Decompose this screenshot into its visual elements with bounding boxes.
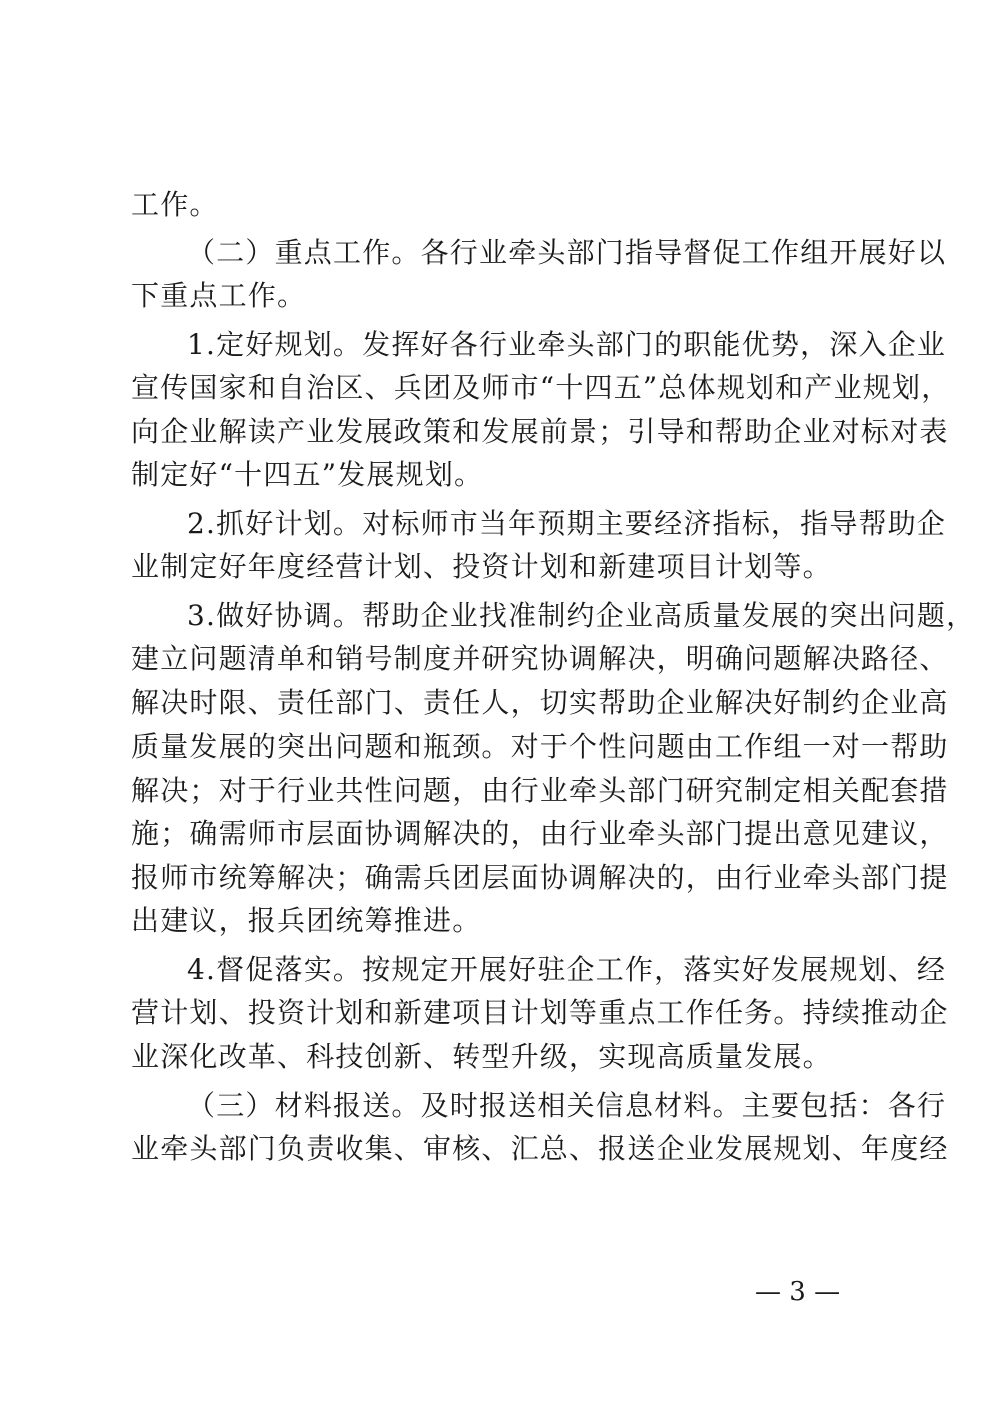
text-line: 下重点工作。	[131, 279, 307, 312]
section-heading-materials: （三）材料报送。及时报送相关信息材料。主要包括：各行	[187, 1089, 947, 1122]
text-line: 出建议，报兵团统筹推进。	[131, 904, 482, 937]
item-3-coordination: 3.做好协调。帮助企业找准制约企业高质量发展的突出问题，	[187, 599, 976, 632]
text-line: 解决；对于行业共性问题，由行业牵头部门研究制定相关配套措	[131, 774, 949, 807]
text-line: 工作。	[131, 188, 219, 221]
text-line: 制定好“十四五”发展规划。	[131, 458, 484, 491]
text-line: 营计划、投资计划和新建项目计划等重点工作任务。持续推动企	[131, 996, 949, 1029]
text-line: 业牵头部门负责收集、审核、汇总、报送企业发展规划、年度经	[131, 1132, 949, 1165]
text-line: 质量发展的突出问题和瓶颈。对于个性问题由工作组一对一帮助	[131, 730, 949, 763]
item-1-planning: 1.定好规划。发挥好各行业牵头部门的职能优势，深入企业	[187, 328, 947, 361]
section-heading-key-work: （二）重点工作。各行业牵头部门指导督促工作组开展好以	[187, 236, 947, 269]
text-line: 业深化改革、科技创新、转型升级，实现高质量发展。	[131, 1040, 832, 1073]
text-line: 宣传国家和自治区、兵团及师市“十四五”总体规划和产业规划，	[131, 371, 951, 404]
text-line: 报师市统筹解决；确需兵团层面协调解决的，由行业牵头部门提	[131, 861, 949, 894]
text-line: 解决时限、责任部门、责任人，切实帮助企业解决好制约企业高	[131, 686, 949, 719]
text-line: 建立问题清单和销号制度并研究协调解决，明确问题解决路径、	[131, 642, 949, 675]
page-number: — 3 —	[755, 1277, 841, 1307]
text-line: 业制定好年度经营计划、投资计划和新建项目计划等。	[131, 550, 832, 583]
text-line: 施；确需师市层面协调解决的，由行业牵头部门提出意见建议，	[131, 817, 949, 850]
text-line: 向企业解读产业发展政策和发展前景；引导和帮助企业对标对表	[131, 415, 949, 448]
item-4-implementation: 4.督促落实。按规定开展好驻企工作，落实好发展规划、经	[187, 953, 947, 986]
item-2-plan: 2.抓好计划。对标师市当年预期主要经济指标，指导帮助企	[187, 507, 947, 540]
